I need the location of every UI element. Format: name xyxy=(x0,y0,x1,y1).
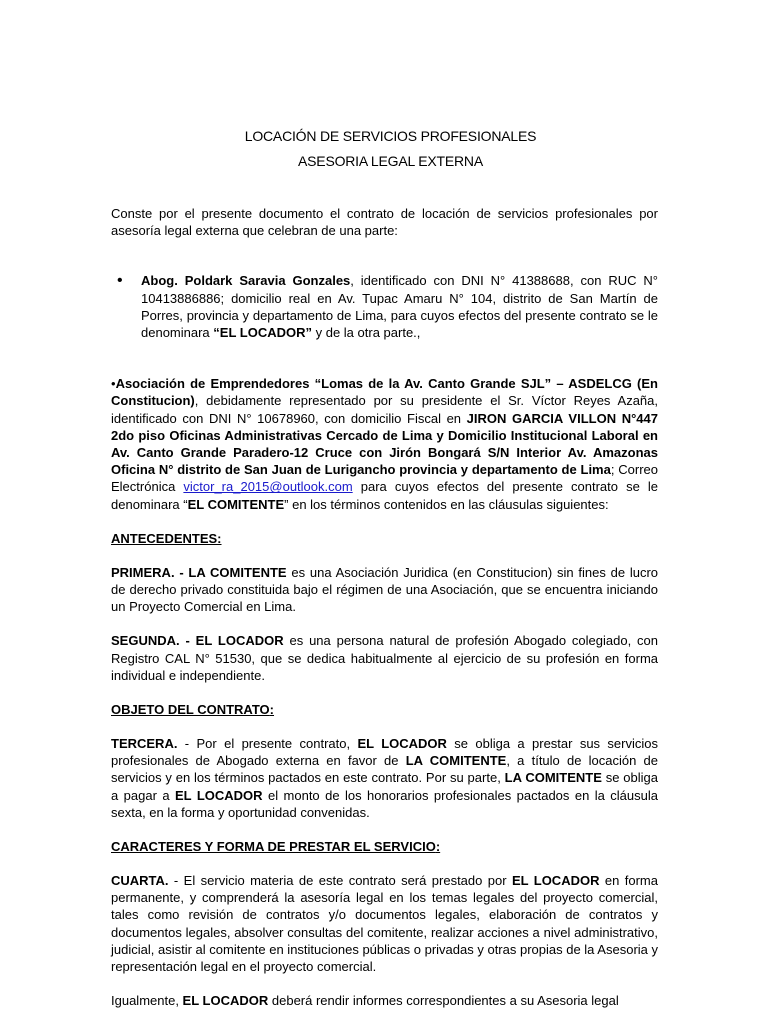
closing-paragraph xyxy=(111,992,658,1009)
comitente-email-label: ; Correo Electrónica xyxy=(111,462,658,495)
heading-objeto-text: OBJETO DEL CONTRATO xyxy=(111,702,270,718)
locador-name: Abog. Poldark Saravia Gonzales xyxy=(141,273,351,289)
clause-tercera-label: TERCERA. xyxy=(111,736,178,752)
clause-primera-label: PRIMERA. - LA COMITENTE xyxy=(111,564,287,580)
party-locador-text xyxy=(141,272,658,341)
clause-tercera xyxy=(111,735,658,821)
intro-paragraph: Conste por el presente documento el contrato de locación de servicios profesionales por asesoría legal externa que celebran de una parte: xyxy=(111,206,658,239)
document-title xyxy=(111,124,658,174)
party-locador-details: , identificado con DNI N° 41388688, con RUC N° 10413886886; domicilio real en Av. Tupac Amaru N° 104, distrito de San Martín de Porres, provincia y departamento de Lima, para cuyos efectos del presente contrato se le denominara xyxy=(141,273,658,341)
heading-objeto xyxy=(111,701,658,718)
clause-segunda-text: es una persona natural de profesión Abogado colegiado, con Registro CAL N° 51530, que se dedica habitualmente al ejercicio de su profesión en forma individual e independiente. xyxy=(111,633,658,683)
clause-tercera-text-1: - Por el presente contrato, xyxy=(177,736,358,752)
heading-caracteres-colon: : xyxy=(435,839,441,855)
party-locador xyxy=(111,272,658,341)
comitente-address: JIRON GARCIA VILLON N°447 2do piso Oficinas Administrativas Cercado de Lima y Domicilio Institucional Laboral en Av. Canto Grande Paradero-12 Cruce con Jirón Bongará S/N Interior Av. Amazonas Oficina N° distrito de San Juan de Lurigancho provincia y departamento de Lima xyxy=(111,410,658,478)
heading-objeto-colon: : xyxy=(269,702,275,718)
clause-tercera-text-4: se obliga a pagar a xyxy=(111,770,658,803)
title-line-1: LOCACIÓN DE SERVICIOS PROFESIONALES xyxy=(244,128,537,144)
clause-tercera-bold-2: LA COMITENTE xyxy=(405,753,507,769)
clause-cuarta-text-1: - El servicio materia de este contrato será prestado por xyxy=(168,873,512,889)
party-locador-tail: y de la otra parte., xyxy=(312,325,421,341)
closing-text-1: Igualmente, xyxy=(111,993,183,1009)
heading-antecedentes: ANTECEDENTES: xyxy=(111,530,222,546)
comitente-tail: ” en los términos contenidos en las cláusulas siguientes: xyxy=(284,496,609,512)
email-link[interactable]: victor_ra_2015@outlook.com xyxy=(183,479,353,495)
closing-text-2: deberá rendir informes correspondientes a su Asesoria legal xyxy=(268,993,619,1009)
clause-segunda-label: SEGUNDA. - EL LOCADOR xyxy=(111,633,284,649)
clause-cuarta-bold-1: EL LOCADOR xyxy=(511,873,600,889)
clause-cuarta-text-2: en forma permanente, y comprenderá la asesoría legal en los temas legales del proyecto comercial, tales como revisión de contratos y/o documentos legales, elaboración de contratos y documentos legales, absolver consultas del comitente, realizar acciones a nivel administrativo, judicial, asistir al comitente en instituciones públicas o privadas y otras propias de la Asesoria y representación legal en el proyecto comercial. xyxy=(111,873,658,975)
clause-primera-text: es una Asociación Juridica (en Constitucion) sin fines de lucro de derecho privado constituida bajo el régimen de una Asociación, que se encuentra iniciando un Proyecto Comercial en Lima. xyxy=(111,564,658,615)
comitente-name: Asociación de Emprendedores “Lomas de la Av. Canto Grande SJL” – ASDELCG (En Constitucion) xyxy=(111,376,658,409)
locador-alias: “EL LOCADOR” xyxy=(213,325,312,341)
heading-caracteres-text: CARACTERES Y FORMA DE PRESTAR EL SERVICIO xyxy=(111,839,436,855)
comitente-representative: , debidamente representado por su presidente el Sr. Víctor Reyes Azaña, identificado con DNI N° 10678960, con domicilio Fiscal en xyxy=(111,393,658,426)
comitente-alias: EL COMITENTE xyxy=(187,496,285,512)
clause-tercera-bold-4: EL LOCADOR xyxy=(175,787,263,803)
heading-caracteres xyxy=(111,838,658,855)
title-line-2: ASESORIA LEGAL EXTERNA xyxy=(298,153,483,169)
comitente-alias-intro: para cuyos efectos del presente contrato se le denominara “ xyxy=(111,479,658,512)
clause-tercera-text-5: el monto de los honorarios profesionales pactados en la cláusula sexta, en la forma y oportunidad convenidas. xyxy=(111,787,658,820)
clause-tercera-text-2: se obliga a prestar sus servicios profesionales de Abogado externa en favor de xyxy=(111,736,658,769)
clause-primera xyxy=(111,564,658,616)
clause-segunda xyxy=(111,632,658,684)
clause-tercera-bold-3: LA COMITENTE xyxy=(504,770,602,786)
clause-cuarta xyxy=(111,872,658,975)
closing-bold: EL LOCADOR xyxy=(182,993,269,1009)
clause-tercera-bold-1: EL LOCADOR xyxy=(357,736,447,752)
clause-cuarta-label: CUARTA. xyxy=(111,873,169,889)
clause-tercera-text-3: , a título de locación de servicios y en los términos pactados en este contrato. Por su parte, xyxy=(111,753,659,786)
bullet-icon: • xyxy=(111,376,116,392)
bullet-icon: • xyxy=(117,272,123,290)
party-comitente xyxy=(111,375,658,513)
